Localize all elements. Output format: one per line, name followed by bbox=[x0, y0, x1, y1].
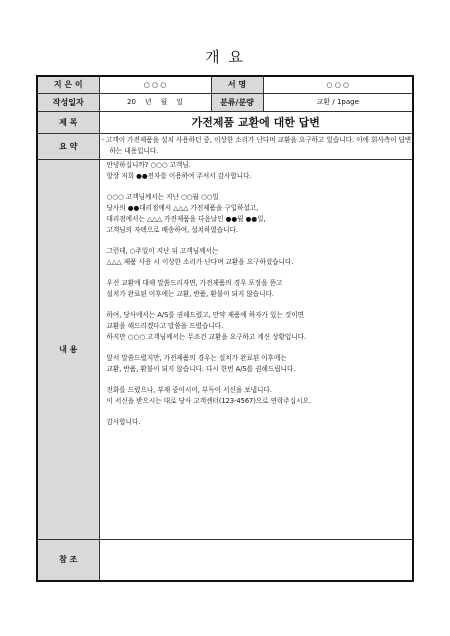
letter-paragraph bbox=[107, 160, 406, 182]
letter-line: 앞서 말씀드렸지만, 가전제품의 경우는 설치가 완료된 이후에는 bbox=[106, 353, 287, 362]
content-label: 내 용 bbox=[37, 159, 99, 539]
letter-line: 안녕하십니까? ○○○ 고객님. bbox=[106, 160, 191, 169]
letter-line: 하지만 ○○○ 고객님께서는 무조건 교환을 요구하고 계신 상황입니다. bbox=[106, 332, 307, 341]
letter-line: 이 서신을 받으시는 대로 당사 고객센터(123-4567)으로 연락주십시오. bbox=[106, 396, 311, 405]
letter-body bbox=[100, 160, 413, 428]
letter-line: ○○○ 고객님께서는 지난 ○○월 ○○일 bbox=[106, 192, 219, 201]
content-row bbox=[37, 159, 413, 539]
subject-value: 가전제품 교환에 대한 답변 bbox=[99, 111, 413, 133]
letter-line: 감사합니다. bbox=[106, 417, 141, 426]
letter-line: 그런데, ○주일이 지난 뒤 고객님께서는 bbox=[106, 246, 219, 255]
letter-line: 교환을 해드리겠다고 말씀을 드렸습니다. bbox=[106, 321, 224, 330]
letter-line: 교환, 반품, 환불이 되지 않습니다. 다시 한번 A/S를 권해드립니다. bbox=[106, 364, 296, 373]
letter-line: 당사의 ●●대리점에서 △△△ 가전제품을 구입하셨고, bbox=[106, 203, 259, 212]
subject-row bbox=[37, 111, 413, 133]
date-label: 작성일자 bbox=[37, 93, 99, 111]
letter-paragraph bbox=[107, 246, 406, 268]
letter-paragraph bbox=[107, 310, 406, 343]
summary-form-table bbox=[36, 75, 414, 582]
letter-line: 항상 저희 ●●전자를 이용하여 주셔서 감사합니다. bbox=[106, 171, 252, 180]
letter-line: 전화를 드렸으나, 부재 중이시어, 부득이 서신을 보냅니다. bbox=[106, 385, 272, 394]
subject-label: 제 목 bbox=[37, 111, 99, 133]
document-title: 개 요 bbox=[205, 48, 245, 66]
reference-value bbox=[99, 539, 413, 581]
category-value: 교환 / 1page bbox=[263, 93, 413, 111]
letter-line: △△△ 제품 사용 시 이상한 소리가 난다며 교환을 요구하셨습니다. bbox=[106, 257, 294, 266]
reference-row bbox=[37, 539, 413, 581]
name-label: 서 명 bbox=[211, 76, 263, 93]
letter-paragraph bbox=[107, 385, 406, 407]
summary-row bbox=[37, 133, 413, 159]
author-label: 지 은 이 bbox=[37, 76, 99, 93]
date-row bbox=[37, 93, 413, 111]
date-value: 20 년 월 일 bbox=[99, 93, 211, 111]
reference-label: 참 조 bbox=[37, 539, 99, 581]
author-value: ○ ○ ○ bbox=[99, 76, 211, 93]
summary-label: 요 약 bbox=[37, 133, 99, 159]
letter-paragraph bbox=[107, 353, 406, 375]
letter-line: 설치가 완료된 이후에는 교환, 반품, 환불이 되지 않습니다. bbox=[106, 289, 274, 298]
author-row bbox=[37, 76, 413, 93]
name-value: ○ ○ ○ bbox=[263, 76, 413, 93]
letter-line: 우선 교환에 대해 말씀드리자면, 가전제품의 경우 포장을 뜯고 bbox=[106, 278, 283, 287]
summary-text: - 고객이 가전제품을 설치 사용하던 중, 이상한 소리가 난다며 교환을 요구하고 있습니다. 이에 회사측이 답변하는 내용입니다. bbox=[101, 136, 412, 155]
letter-line: 대리점에서는 △△△ 가전제품을 다음날인 ●●월 ●●일, bbox=[106, 214, 266, 223]
letter-line: 하여, 당사에서는 A/S를 권해드렸고, 만약 제품에 하자가 있는 것이면 bbox=[106, 310, 304, 319]
category-label: 분류/분량 bbox=[211, 93, 263, 111]
letter-paragraph bbox=[107, 192, 406, 236]
letter-paragraph bbox=[107, 417, 406, 428]
letter-paragraph bbox=[107, 278, 406, 300]
letter-line: 고객님의 자택으로 배송하여, 설치하였습니다. bbox=[106, 225, 239, 234]
